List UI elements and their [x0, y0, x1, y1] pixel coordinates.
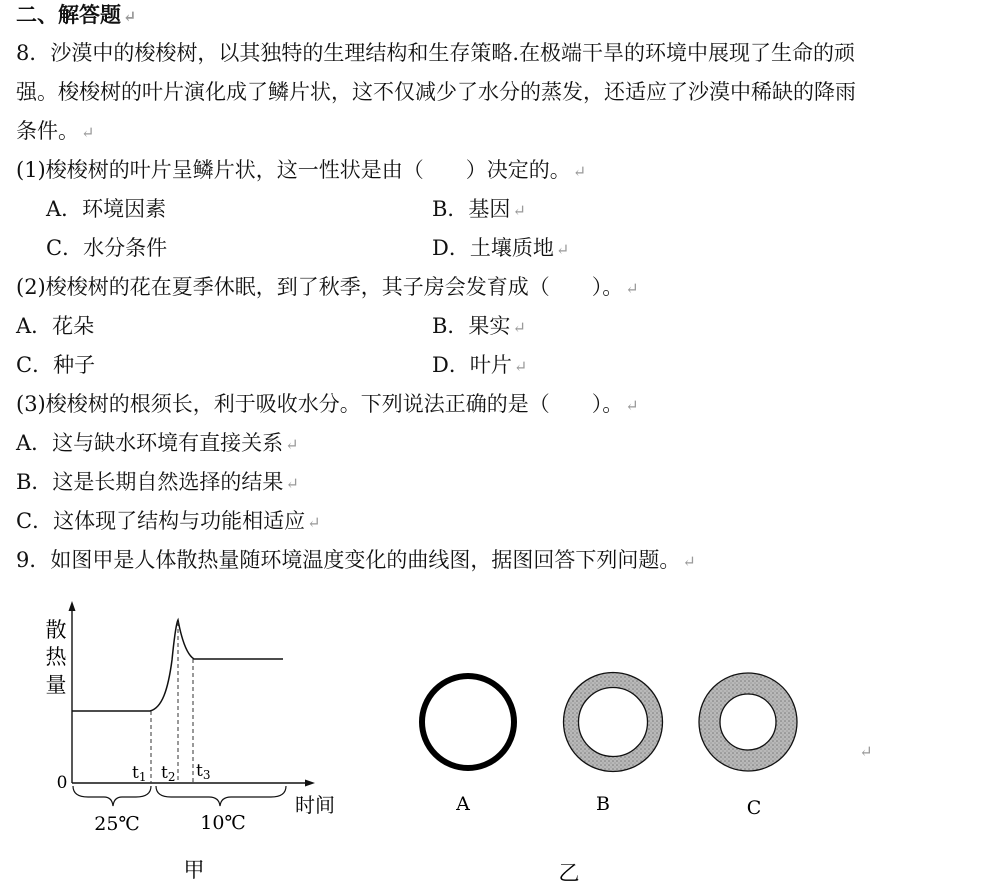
ring-label-a: A	[456, 793, 470, 815]
return-mark: ↵	[307, 513, 321, 532]
q8-stem-line2: 强。梭梭树的叶片演化成了鳞片状，这不仅减少了水分的蒸发，还适应了沙漠中稀缺的降雨	[16, 80, 856, 104]
return-mark: ↵	[625, 396, 639, 415]
brace-10c	[156, 786, 286, 806]
y-label-char-3: 量	[45, 673, 67, 697]
figure-yi-caption: 乙	[558, 861, 580, 885]
tick-label-t3	[196, 761, 210, 782]
y-label-char-1: 散	[45, 618, 67, 642]
ring-label-b: B	[596, 793, 610, 815]
q8-sub2-question-text: (2)梭梭树的花在夏季休眠，到了秋季，其子房会发育成（ ）。	[16, 275, 624, 299]
q8-sub3-question-text: (3)梭梭树的根须长，利于吸收水分。下列说法正确的是（ ）。	[16, 392, 624, 416]
q8-sub2-option-a: A．花朵	[16, 314, 95, 338]
origin-label: 0	[56, 773, 68, 793]
q8-sub2-option-b-text: B．果实	[432, 314, 511, 338]
return-mark: ↵	[285, 435, 299, 454]
q8-sub1-option-d-text: D．土壤质地	[432, 236, 554, 260]
tick-label-t2	[161, 763, 175, 784]
q8-sub1-option-a: A．环境因素	[46, 197, 167, 221]
tick-t3-base: t	[196, 761, 203, 781]
section-title-text: 二、解答题	[16, 2, 121, 27]
tick-t1-base: t	[132, 763, 139, 783]
x-axis-label: 时间	[295, 793, 335, 817]
q8-sub1-question-text: (1)梭梭树的叶片呈鳞片状，这一性状是由（ ）决定的。	[16, 158, 571, 182]
ring-b-inner	[579, 688, 648, 757]
return-mark: ↵	[555, 240, 570, 259]
x-axis-arrow	[305, 780, 315, 787]
q9-stem-text: 9．如图甲是人体散热量随环境温度变化的曲线图，据图回答下列问题。	[16, 548, 681, 572]
q8-sub3-option-b-text: B．这是长期自然选择的结果	[16, 470, 284, 494]
return-mark: ↵	[81, 123, 95, 142]
return-mark: ↵	[285, 474, 299, 493]
tick-label-t1	[132, 763, 146, 784]
ring-c-inner	[720, 694, 776, 750]
figure-jia-caption: 甲	[183, 858, 205, 882]
tick-t3-sub: 3	[202, 768, 211, 782]
q8-sub3-option-a-text: A．这与缺水环境有直接关系	[16, 431, 284, 455]
q8-stem-line3-text: 条件。	[16, 119, 79, 143]
range-label-25c: 25℃	[94, 813, 140, 835]
return-mark: ↵	[123, 7, 137, 26]
ring-label-c: C	[746, 797, 762, 819]
q8-sub3-option-c-text: C．这体现了结构与功能相适应	[16, 509, 306, 533]
brace-25c	[73, 786, 151, 806]
y-label-char-2: 热	[45, 645, 67, 669]
return-mark: ↵	[572, 162, 587, 181]
q8-stem-line1: 8．沙漠中的梭梭树，以其独特的生理结构和生存策略.在极端干旱的环境中展现了生命的顽	[16, 41, 856, 65]
return-mark: ↵	[625, 279, 639, 298]
tick-t1-sub: 1	[138, 770, 147, 784]
figure-jia-chart	[46, 601, 336, 882]
return-mark: ↵	[682, 552, 696, 571]
ring-b	[571, 680, 655, 764]
q8-sub2-option-c: C．种子	[16, 353, 96, 377]
tick-t2-sub: 2	[167, 770, 176, 784]
ring-a	[422, 676, 514, 768]
q8-sub1-option-c: C．水分条件	[46, 236, 168, 260]
tick-t2-base: t	[161, 763, 168, 783]
figure-return-mark: ↵	[859, 742, 873, 761]
q8-sub1-option-b-text: B．基因	[432, 197, 511, 221]
q8-sub2-option-d-text: D．叶片	[432, 353, 512, 377]
return-mark: ↵	[512, 318, 526, 337]
y-axis-arrow	[69, 601, 76, 611]
ring-c	[710, 684, 787, 761]
figure-yi	[422, 673, 873, 885]
range-label-10c: 10℃	[200, 812, 246, 834]
return-mark: ↵	[512, 201, 526, 220]
return-mark: ↵	[513, 357, 528, 376]
